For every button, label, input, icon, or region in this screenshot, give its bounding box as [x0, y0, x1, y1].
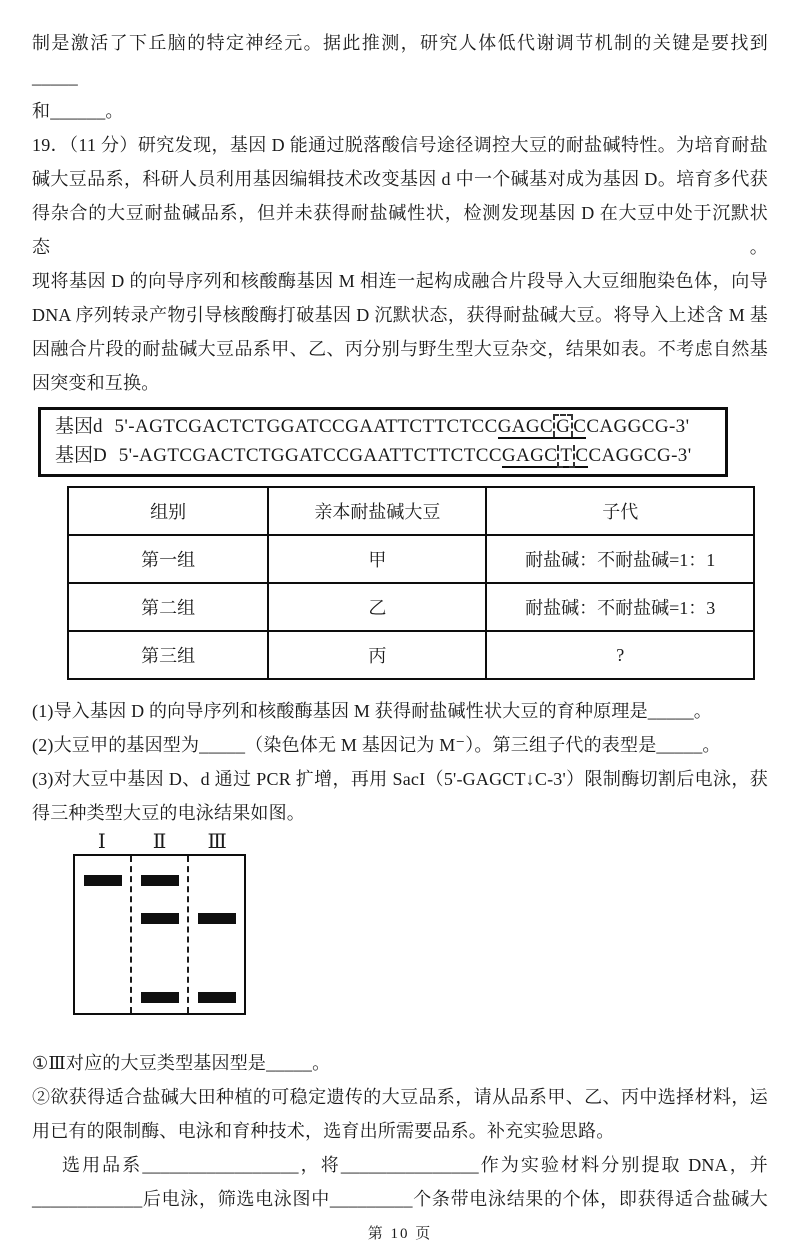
- paragraph-intro: [32, 26, 768, 128]
- gel-band: [141, 875, 179, 886]
- gel-lane-label: Ⅰ: [97, 831, 106, 853]
- seq-segment: 5'-AGTCGACTCTGGATCCGAATTCTTCTCC: [118, 445, 502, 466]
- gel-band: [141, 913, 179, 924]
- text-line: 碱大豆品系，科研人员利用基因编辑技术改变基因 d 中一个碱基对成为基因 D。培育多代获: [32, 169, 768, 189]
- table-cell: ?: [486, 631, 754, 679]
- mutated-base-dashed-box: G: [553, 414, 573, 437]
- paragraph-subsub-questions: [32, 1046, 768, 1216]
- electrophoresis-figure: [73, 832, 246, 1015]
- cross-result-table: [67, 486, 755, 680]
- gel-lane-3: [189, 856, 244, 1013]
- question-3-line: (3)对大豆中基因 D、d 通过 PCR 扩增，再用 SacI（5'-GAGCT↓C-3'）限制酶切割后电泳，获: [32, 769, 768, 789]
- table-cell: 耐盐碱：不耐盐碱=1：3: [486, 583, 754, 631]
- text-line: 因突变和互换。: [32, 373, 160, 393]
- gel-band: [84, 875, 122, 886]
- paragraph-subquestions: [32, 694, 768, 830]
- gel-lane-area: [73, 854, 246, 1015]
- page-number: 第 10 页: [367, 1226, 433, 1242]
- seq-segment: CAGGCG-3': [588, 445, 692, 466]
- table-row: [68, 583, 754, 631]
- restriction-site-underline: [498, 416, 587, 439]
- table-cell: 第三组: [68, 631, 268, 679]
- gene-D-label: 基因D: [55, 445, 107, 466]
- gene-D-sequence: [119, 445, 692, 468]
- text-line: 得杂合的大豆耐盐碱品系，但并未获得耐盐碱性状，检测发现基因 D 在大豆中处于沉默状态。: [32, 203, 768, 257]
- restriction-site-underline: [502, 445, 589, 468]
- table-cell: 乙: [268, 583, 486, 631]
- table-cell: 丙: [268, 631, 486, 679]
- gene-d-sequence-row: [55, 412, 725, 441]
- text-line: 和______。: [32, 101, 124, 121]
- mutated-base-dashed-box: T: [557, 445, 575, 468]
- gene-D-sequence-row: [55, 441, 725, 470]
- gel-band: [198, 992, 236, 1003]
- fill-in-line: ____________后电泳，筛选电泳图中_________个条带电泳结果的个体，即获得适合盐碱大: [32, 1189, 768, 1209]
- circle-1-line: ①Ⅲ对应的大豆类型基因型是_____。: [32, 1053, 331, 1073]
- table-row: [68, 631, 754, 679]
- table-header-row: [68, 487, 754, 535]
- table-header-cell: 子代: [486, 487, 754, 535]
- fill-in-line: 选用品系_________________，将_______________作为实验材料分别提取 DNA，并: [62, 1155, 768, 1175]
- question-1-line: (1)导入基因 D 的向导序列和核酸酶基因 M 获得耐盐碱性状大豆的育种原理是_____。: [32, 701, 712, 721]
- gel-lane-1: [75, 856, 132, 1013]
- circle-2-line: ②欲获得适合盐碱大田种植的可稳定遗传的大豆品系，请从品系甲、乙、丙中选择材料，运: [32, 1087, 768, 1107]
- text-line: DNA 序列转录产物引导核酸酶打破基因 D 沉默状态，获得耐盐碱大豆。将导入上述含 M 基: [32, 305, 768, 325]
- table-row: [68, 535, 754, 583]
- gel-band: [141, 992, 179, 1003]
- seq-segment: GAGC: [497, 416, 554, 437]
- text-line: 因融合片段的耐盐碱大豆品系甲、乙、丙分别与野生型大豆杂交，结果如表。不考虑自然基: [32, 339, 768, 359]
- seq-segment: CAGGCG-3': [586, 416, 690, 437]
- seq-segment: C: [575, 445, 589, 466]
- gel-lane-label: Ⅲ: [207, 831, 227, 853]
- table-cell: 第二组: [68, 583, 268, 631]
- table-header-cell: 亲本耐盐碱大豆: [268, 487, 486, 535]
- table-cell: 耐盐碱：不耐盐碱=1：1: [486, 535, 754, 583]
- text-line: 19．（11 分）研究发现，基因 D 能通过脱落酸信号途径调控大豆的耐盐碱特性。为培育耐盐: [32, 135, 768, 155]
- seq-segment: 5'-AGTCGACTCTGGATCCGAATTCTTCTCC: [114, 416, 498, 437]
- paragraph-question-19-stem: [32, 128, 768, 400]
- text-line: 现将基因 D 的向导序列和核酸酶基因 M 相连一起构成融合片段导入大豆细胞染色体，向导: [32, 271, 768, 291]
- gene-d-label: 基因d: [55, 416, 103, 437]
- gel-label-row: [73, 832, 246, 853]
- gene-d-sequence: [115, 416, 690, 439]
- seq-segment: GAGC: [501, 445, 558, 466]
- gel-lane-2: [132, 856, 189, 1013]
- gel-band: [198, 913, 236, 924]
- gel-lane-label: Ⅱ: [152, 831, 167, 853]
- table-header-cell: 组别: [68, 487, 268, 535]
- table-cell: 第一组: [68, 535, 268, 583]
- circle-2-line: 用已有的限制酶、电泳和育种技术，选育出所需要品系。补充实验思路。: [32, 1121, 615, 1141]
- seq-segment: C: [573, 416, 587, 437]
- question-3-line: 得三种类型大豆的电泳结果如图。: [32, 803, 305, 823]
- question-2-line: (2)大豆甲的基因型为_____（染色体无 M 基因记为 M⁻）。第三组子代的表型是_____。: [32, 735, 721, 755]
- table-cell: 甲: [268, 535, 486, 583]
- text-line: 制是激活了下丘脑的特定神经元。据此推测，研究人体低代谢调节机制的关键是要找到_____: [32, 33, 768, 87]
- dna-sequence-box: [38, 407, 728, 477]
